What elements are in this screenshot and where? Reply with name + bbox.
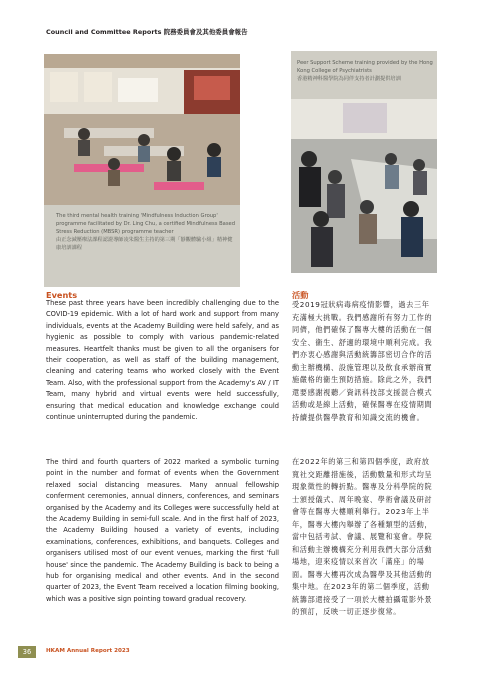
section-header: Council and Committee Reports 院務委員會及其他委員會報告 — [46, 28, 248, 36]
report-title: HKAM Annual Report 2023 — [46, 648, 130, 654]
caption-right-zh: 香港精神科醫學院為同伴支持者計劃提供培訓 — [297, 76, 401, 82]
lecture-hall-photo — [291, 99, 437, 273]
photo-caption-right — [291, 51, 437, 99]
events-paragraph-1-zh: 受2019冠狀病毒病疫情影響，過去三年充滿極大挑戰。我們感謝所有努力工作的同儕，他們確保了醫專大樓的活動在一個安全、衞生、舒適的環境中順利完成。我們亦衷心感謝與活動統籌部密切合作的活動主辦機構、設施管理以及飲食承辦商實施嚴格的衞生預防措施。除此之外，我們還要感謝視聽／資訊科技部支援混合模式活動或是線上活動，確保醫專在疫情期間持續提供醫學教育和知識交流的機會。 — [292, 300, 433, 422]
photo-caption-left — [44, 205, 240, 287]
events-paragraph-2-en: The third and fourth quarters of 2022 marked a symbolic turning point in the number and format of events when the Government relaxed social distancing measures. Many annual fellowship conferment ceremonies, annual dinners, conferences, and seminars organised by the Academy and its Colleges were successfully held at the Academy Building in semi-full scale. And in the first half of 2023, the Academy Building housed a variety of events, including examinations, conferences, exhibitions, and banquets. Colleges and organisers utilised most of our event venues, marking the first 'full house' since the pandemic. The Academy Building is back to being a hub for organising medical and other events. And in the second quarter of 2023, the Event Team received a location filming booking, which was a positive sign pointing toward gradual recovery. — [46, 458, 279, 603]
page-number: 36 — [18, 646, 36, 658]
training-room-photo — [44, 54, 240, 205]
caption-right-en: Peer Support Scheme training provided by the Hong Kong College of Psychiatrists — [297, 60, 433, 74]
caption-left-zh: 由正念減壓療法課程認證導師凌朱醫生主持的第三期「靜觀體驗小組」精神健康培訓課程 — [56, 237, 233, 251]
events-paragraph-1-en: These past three years have been incredibly challenging due to the COVID-19 epidemic. With a lot of hard work and support from many individuals, events at the Academy Building were held safely, and as hygienic as possible to comply with various pandemic-related measures. Heartfelt thanks must be given to all the organisers for their cooperation, as well as staff of the building management, cleaning and catering teams who worked closely with the Event Team. Also, with the professional support from the Academy's AV / IT Team, many hybrid and virtual events were held successfully, ensuring that medical education and knowledge exchange could continue uninterrupted during the pandemic. — [46, 299, 279, 422]
caption-left-en: The third mental health training 'Mindfulness Induction Group' programme facilitated by Dr. Ling Chu, a certified Mindfulness Based Stress Reduction (MBSR) programme teacher — [56, 213, 236, 235]
events-heading-en: Events — [46, 290, 78, 300]
events-heading-zh: 活動 — [292, 290, 309, 300]
events-paragraph-2-zh: 在2022年的第三和第四個季度，政府放寬社交距離措施後，活動數量和形式均呈現象徵性的轉折點。醫專及分科學院的院士頒授儀式、周年晚宴、學術會議及研討會等在醫專大樓順利舉行。2023年上半年，醫專大樓內舉辦了各種類型的活動，當中包括考試、會議、展覽和宴會。學院和活動主辦機構充分利用我們大部分活動場地，迎來疫情以來首次「滿座」的場面。醫專大樓再次成為醫學及其他活動的集中地。在2023年的第二個季度，活動統籌部還接受了一項於大樓拍攝電影外景的預訂，反映一切正逐步復常。 — [292, 457, 433, 616]
